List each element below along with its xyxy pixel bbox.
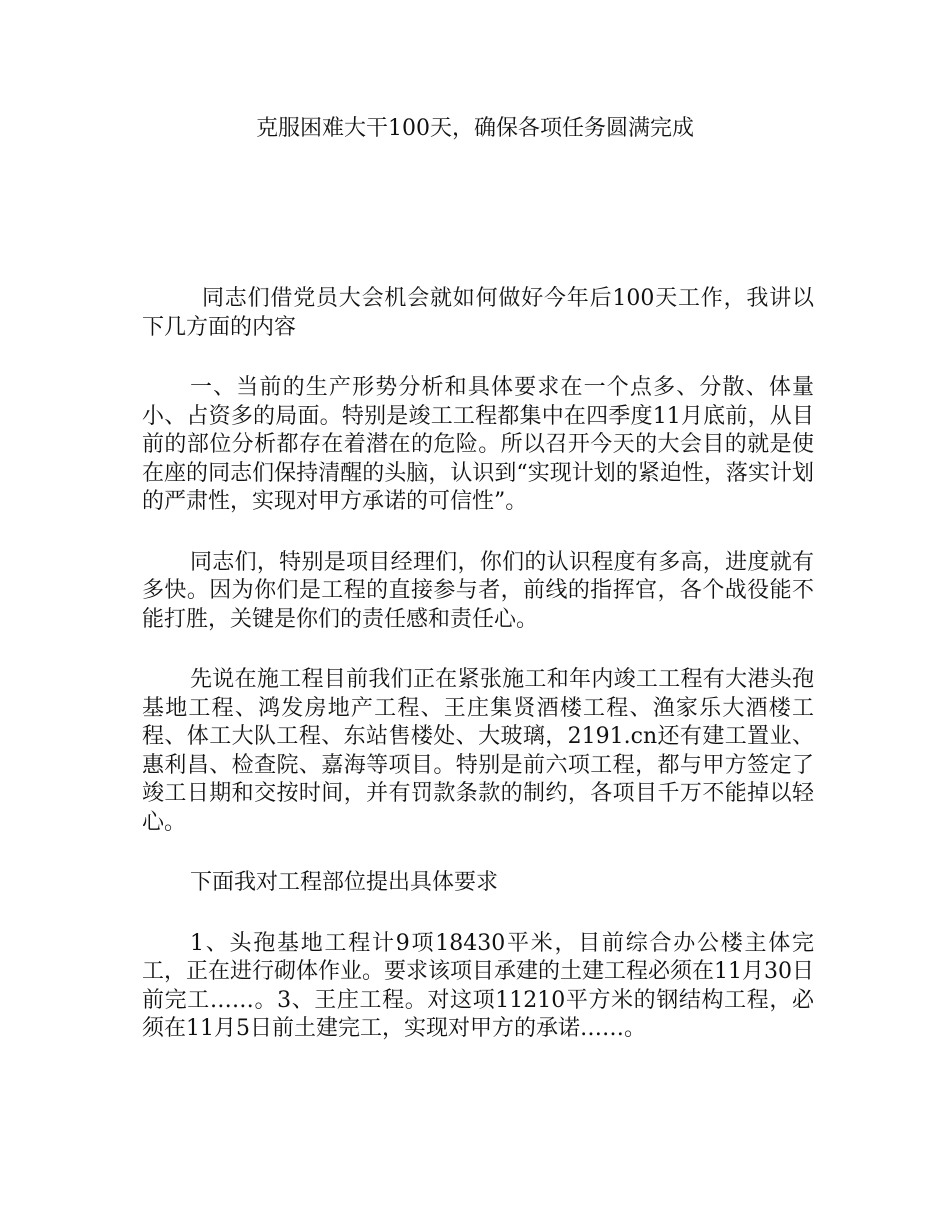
paragraph-intro: 同志们借党员大会机会就如何做好今年后100天工作，我讲以下几方面的内容	[142, 286, 814, 340]
document-title: 克服困难大干100天，确保各项任务圆满完成	[256, 116, 694, 141]
paragraph-project-managers: 同志们，特别是项目经理们，你们的认识程度有多高，进度就有多快。因为你们是工程的直接参与者，前线的指挥官，各个战役能不能打胜，关键是你们的责任感和责任心。	[142, 549, 814, 632]
paragraph-situation-analysis: 一、当前的生产形势分析和具体要求在一个点多、分散、体量小、占资多的局面。特别是竣工工程都集中在四季度11月底前，从目前的部位分析都存在着潜在的危险。所以召开今天的大会目的就是使在座的同志们保持清醒的头脑，认识到“实现计划的紧迫性，落实计划的严肃性，实现对甲方承诺的可信性”。	[142, 375, 814, 514]
paragraph-requirements-heading: 下面我对工程部位提出具体要求	[190, 870, 499, 895]
paragraph-specific-requirements: 1、头孢基地工程计9项18430平米，目前综合办公楼主体完工，正在进行砌体作业。要求该项目承建的土建工程必须在11月30日前完工……。3、王庄工程。对这项11210平方米的钢结构工程，必须在11月5日前土建完工，实现对甲方的承诺……。	[142, 930, 814, 1041]
paragraph-projects-under-construction: 先说在施工程目前我们正在紧张施工和年内竣工工程有大港头孢基地工程、鸿发房地产工程、王庄集贤酒楼工程、渔家乐大酒楼工程、体工大队工程、东站售楼处、大玻璃，2191.cn还有建工置业、惠利昌、检查院、嘉海等项目。特别是前六项工程，都与甲方签定了竣工日期和交按时间，并有罚款条款的制约，各项目千万不能掉以轻心。	[142, 667, 814, 835]
document-body	[142, 285, 814, 1076]
